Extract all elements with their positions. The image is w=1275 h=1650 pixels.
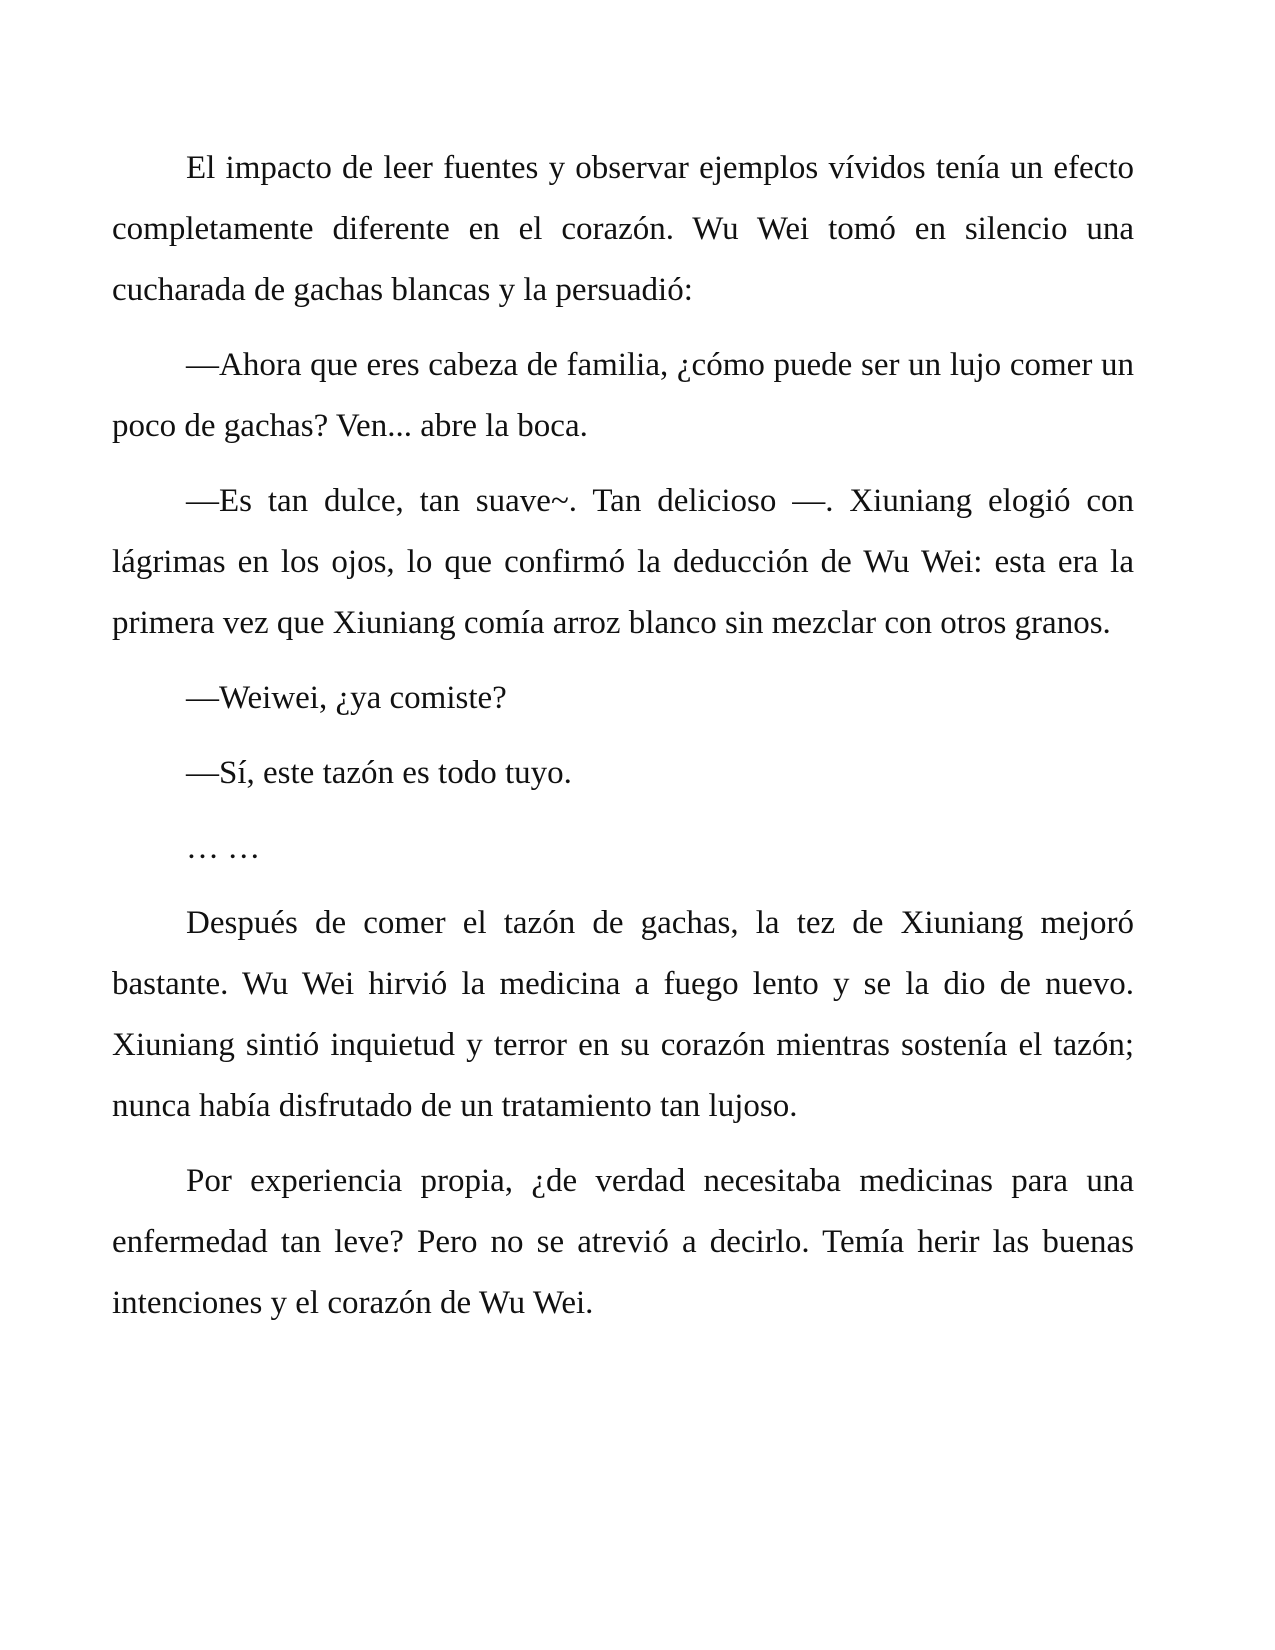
paragraph-1: El impacto de leer fuentes y observar ejemplos vívidos tenía un efecto completamente diferente en el corazón. Wu Wei tomó en silencio una cucharada de gachas blancas y la persuadió: <box>112 150 1134 308</box>
paragraph-2: —Ahora que eres cabeza de familia, ¿cómo puede ser un lujo comer un poco de gachas? Ven... abre la boca. <box>112 347 1134 444</box>
page-body <box>112 138 1134 1348</box>
paragraph-5: —Sí, este tazón es todo tuyo. <box>186 755 572 791</box>
scene-break: … … <box>186 830 261 866</box>
paragraph-6: Después de comer el tazón de gachas, la tez de Xiuniang mejoró bastante. Wu Wei hirvió la medicina a fuego lento y se la dio de nuevo. Xiuniang sintió inquietud y terror en su corazón mientras sostenía el tazón; nunca había disfrutado de un tratamiento tan lujoso. <box>112 905 1134 1124</box>
paragraph-4: —Weiwei, ¿ya comiste? <box>186 680 507 716</box>
paragraph-3: —Es tan dulce, tan suave~. Tan delicioso —. Xiuniang elogió con lágrimas en los ojos, lo que confirmó la deducción de Wu Wei: esta era la primera vez que Xiuniang comía arroz blanco sin mezclar con otros granos. <box>112 483 1134 641</box>
paragraph-7: Por experiencia propia, ¿de verdad necesitaba medicinas para una enfermedad tan leve? Pero no se atrevió a decirlo. Temía herir las buenas intenciones y el corazón de Wu Wei. <box>112 1163 1134 1321</box>
